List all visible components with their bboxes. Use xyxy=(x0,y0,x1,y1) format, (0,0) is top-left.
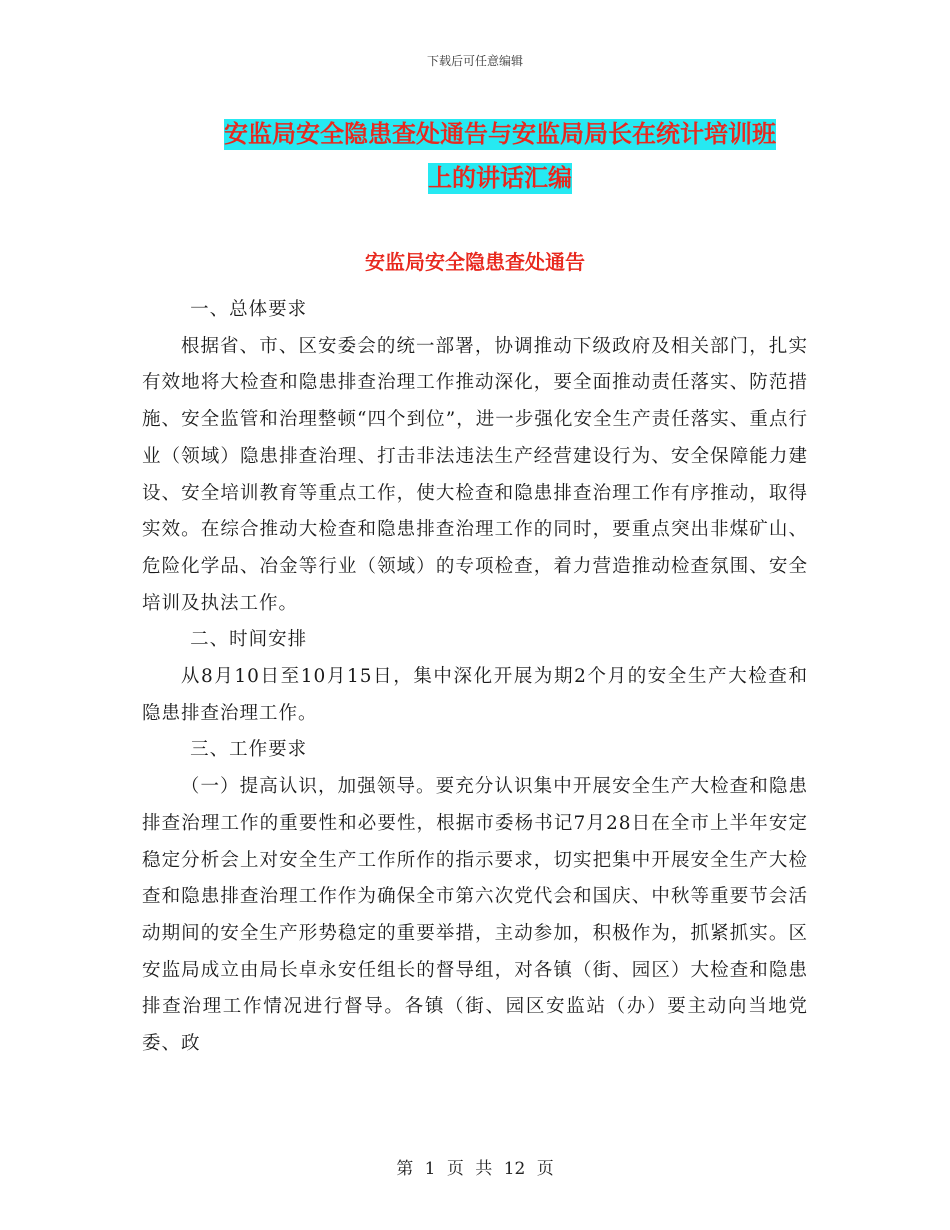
section-title: 安监局安全隐患查处通告 xyxy=(365,250,585,274)
paragraph-time-arrangement: 从8月10日至10月15日，集中深化开展为期2个月的安全生产大检查和隐患排查治理工作。 xyxy=(142,666,808,724)
document-title xyxy=(190,112,810,200)
header-note: 下载后可任意编辑 xyxy=(426,54,523,68)
document-body xyxy=(142,292,808,1063)
heading-work-requirements: 三、工作要求 xyxy=(190,739,308,761)
page-footer: 第 1 页 共 12 页 xyxy=(396,1159,554,1179)
document-title-line-1: 安监局安全隐患查处通告与安监局局长在统计培训班 xyxy=(224,119,776,148)
document-title-line-2: 上的讲话汇编 xyxy=(428,163,572,192)
heading-general-requirements: 一、总体要求 xyxy=(190,299,308,320)
paragraph-general-requirements: 根据省、市、区安委会的统一部署，协调推动下级政府及相关部门，扎实有效地将大检查和隐患排查治理工作推动深化，要全面推动责任落实、防范措施、安全监管和治理整顿“四个到位”，进一步强化安全生产责任落实、重点行业（领域）隐患排查治理、打击非法违法生产经营建设行为、安全保障能力建设、安全培训教育等重点工作，使大检查和隐患排查治理工作有序推动，取得实效。在综合推动大检查和隐患排查治理工作的同时，要重点突出非煤矿山、危险化学品、冶金等行业（领域）的专项检查，着力营造推动检查氛围、安全培训及执法工作。 xyxy=(142,335,808,614)
heading-time-arrangement: 二、时间安排 xyxy=(190,629,308,651)
paragraph-work-requirements-1: （一）提高认识，加强领导。要充分认识集中开展安全生产大检查和隐患排查治理工作的重要性和必要性，根据市委杨书记7月28日在全市上半年安定稳定分析会上对安全生产工作所作的指示要求，切实把集中开展安全生产大检查和隐患排查治理工作作为确保全市第六次党代会和国庆、中秋等重要节会活动期间的安全生产形势稳定的重要举措，主动参加，积极作为，抓紧抓实。区安监局成立由局长卓永安任组长的督导组，对各镇（街、园区）大检查和隐患排查治理工作情况进行督导。各镇（街、园区安监站（办）要主动向当地党委、政 xyxy=(142,776,808,1055)
